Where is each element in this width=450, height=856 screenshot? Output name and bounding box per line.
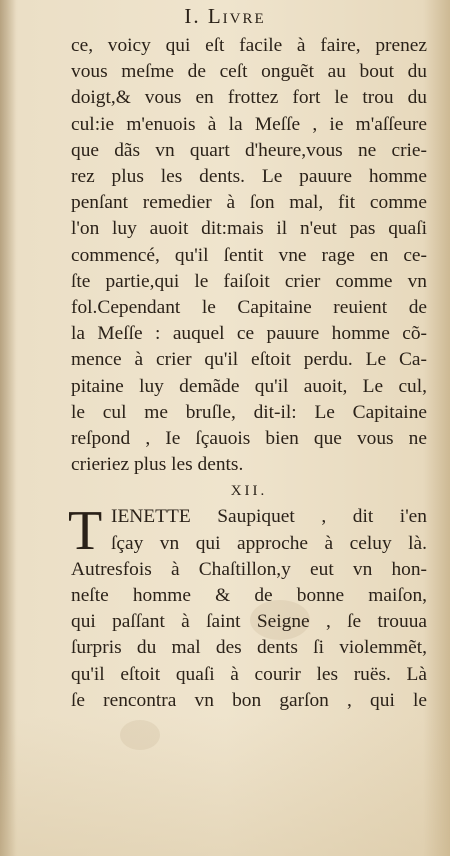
text-line: neſte homme & de bonne maiſon, <box>71 585 427 607</box>
text-line: le cul me bruſle, dit-il: Le Capitaine <box>71 401 427 423</box>
text-line: l'on luy auoit dit:mais il n'eut pas quaſi <box>71 218 427 240</box>
text-line: crieriez plus les dents. <box>71 454 244 476</box>
text-line: doigt,& vous en frottez fort le trou du <box>71 87 427 109</box>
text-line: ſçay vn qui approche à celuy là. <box>111 532 427 554</box>
text-line: penſant remedier à ſon mal, fit comme <box>71 192 427 214</box>
paragraph-2 <box>68 500 427 714</box>
text-line: que dãs vn quart d'heure,vous ne crie- <box>71 139 427 161</box>
text-line: fol.Cependant le Capitaine reuient de <box>71 297 427 319</box>
text-line: qu'il eſtoit quaſi à courir les ruës. Là <box>71 663 427 685</box>
text-line: rez plus les dents. Le pauure homme <box>71 166 427 188</box>
text-line: IENETTE Saupiquet , dit i'en <box>111 506 427 528</box>
section-number: XII. <box>230 483 268 500</box>
drop-cap: T <box>68 500 103 563</box>
page-bottom-shading <box>0 716 450 856</box>
text-line: Autresfois à Chaſtillon,y eut vn hon- <box>71 558 427 580</box>
text-line: reſpond , Ie ſçauois bien que vous ne <box>71 428 427 450</box>
text-line: ſte partie,qui le faiſoit crier comme vn <box>71 270 427 292</box>
text-line: pitaine luy demãde qu'il auoit, Le cul, <box>71 375 427 397</box>
text-line: mence à crier qu'il eſtoit perdu. Le Ca- <box>71 349 427 371</box>
text-line: ce, voicy qui eſt facile à faire, prenez <box>71 35 427 56</box>
text-line: commencé, qu'il ſentit vne rage en ce- <box>71 244 427 266</box>
text-line: ſurpris du mal des dents ſi violemmẽt, <box>71 637 427 659</box>
text-line: la Meſſe : auquel ce pauure homme cõ- <box>71 323 427 345</box>
text-block <box>68 33 427 714</box>
paragraph-1 <box>71 33 427 478</box>
text-line: vous meſme de ceſt onguẽt au bout du <box>71 61 427 83</box>
text-line: qui paſſant à ſaint Seigne , ſe trouua <box>71 611 427 633</box>
text-line: ſe rencontra vn bon garſon , qui le <box>71 689 427 711</box>
paragraph-2-lines <box>71 504 427 714</box>
text-line: cul:ie m'enuois à la Meſſe , ie m'aſſeure <box>71 113 427 135</box>
running-head: I. Livre <box>184 4 266 28</box>
